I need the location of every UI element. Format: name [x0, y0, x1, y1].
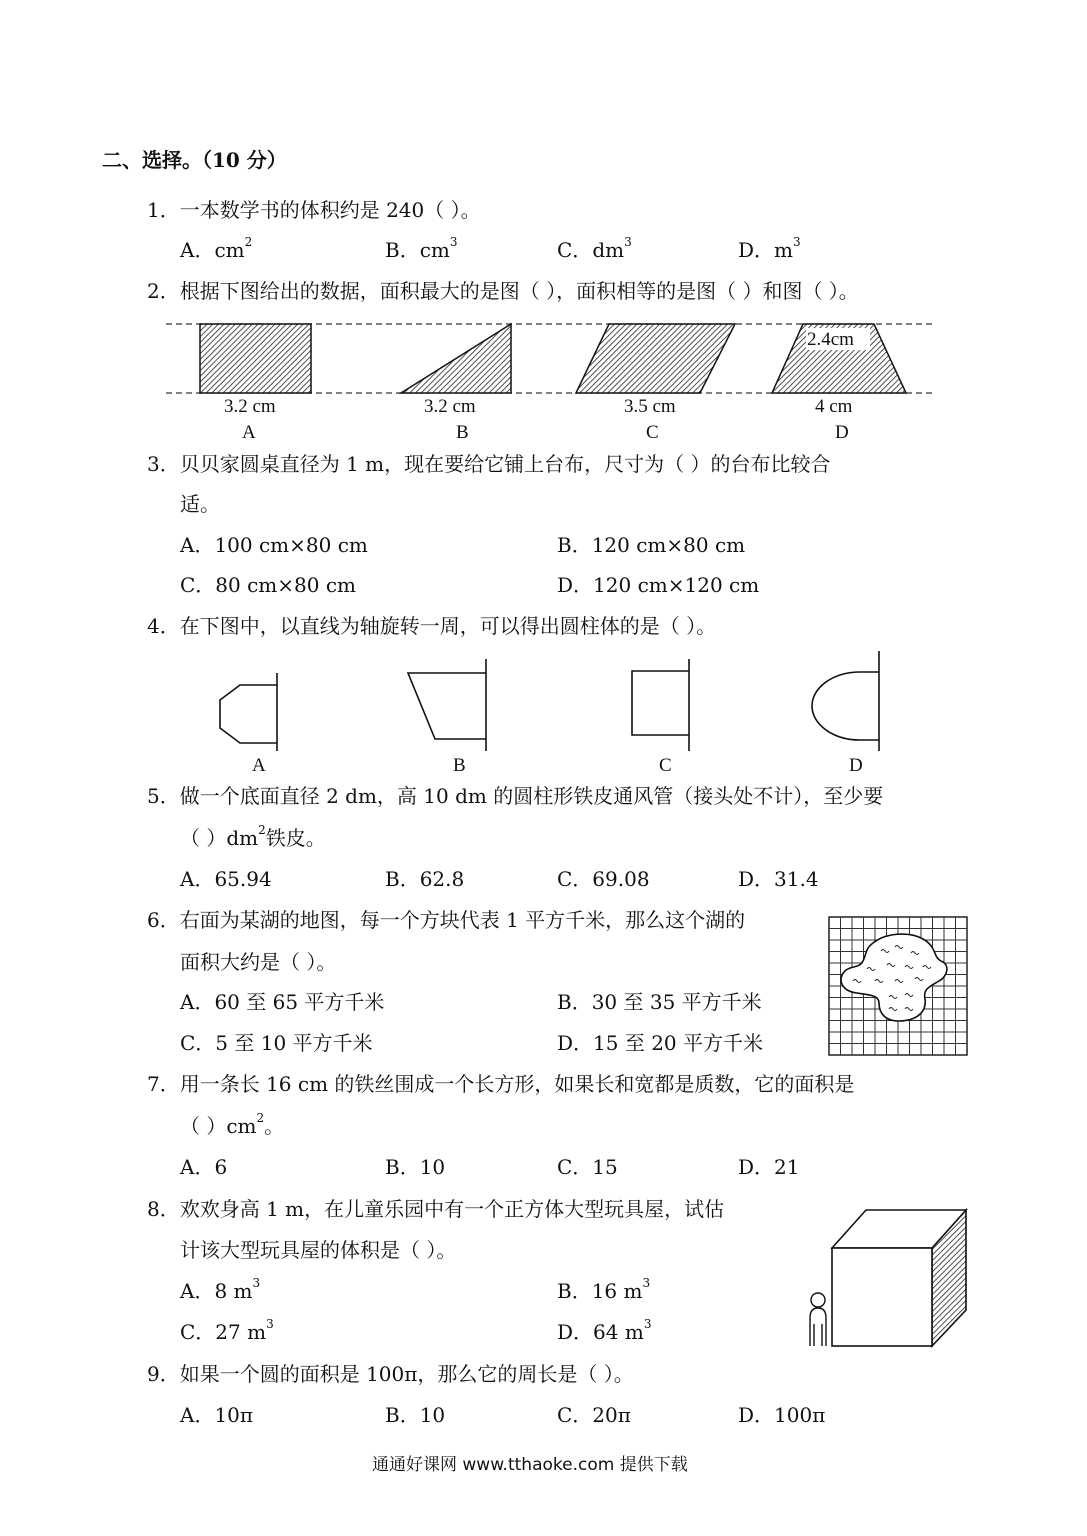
q4-figures	[0, 655, 1087, 765]
q5-stem-line2: （ ）$dm^2$铁皮。	[180, 823, 326, 850]
q6-stem-line2: 面积大约是（ ）。	[180, 950, 337, 974]
q4-figure-d-label: D	[849, 755, 863, 776]
q8-stem-line2: 计该大型玩具屋的体积是（ ）。	[180, 1238, 457, 1262]
q2-figure-d-dim: 4 cm	[815, 396, 853, 417]
q8-cube-figure	[800, 1200, 980, 1360]
q1-option-a: A．$cm^2$	[180, 235, 253, 262]
q7-stem-line2: （ ）$cm^2$。	[180, 1111, 285, 1138]
q6-stem-line1: 6．右面为某湖的地图，每一个方块代表 1 平方千米，那么这个湖的	[147, 908, 746, 932]
q7-option-d: D．21	[738, 1155, 800, 1179]
footer-source: 通通好课网 www.tthaoke.com 提供下载	[372, 1455, 688, 1475]
q2-figure-a-label: A	[242, 422, 256, 443]
q4-figure-b-label: B	[453, 755, 466, 776]
q9-stem: 9．如果一个圆的面积是 100π，那么它的周长是（ ）。	[147, 1362, 634, 1386]
q7-option-b: B．10	[385, 1155, 446, 1179]
q2-figure-b-triangle	[401, 324, 511, 393]
q8-option-a: A．8 $m^3$	[180, 1276, 261, 1303]
q8-stem-line1: 8．欢欢身高 1 m，在儿童乐园中有一个正方体大型玩具屋，试估	[147, 1197, 725, 1221]
q5-stem-line1: 5．做一个底面直径 2 dm，高 10 dm 的圆柱形铁皮通风管（接头处不计），至少要	[147, 784, 884, 808]
q7-stem-line1: 7．用一条长 16 cm 的铁丝围成一个长方形，如果长和宽都是质数，它的面积是	[147, 1072, 855, 1096]
q5-option-d: D．31.4	[738, 867, 819, 891]
q3-option-d: D．120 cm×120 cm	[557, 573, 760, 597]
q5-option-b: B．62.8	[385, 867, 465, 891]
q3-option-c: C．80 cm×80 cm	[180, 573, 357, 597]
q9-option-c: C．20π	[557, 1403, 631, 1427]
q2-figure-b-label: B	[456, 422, 469, 443]
q4-figure-a-label: A	[252, 755, 266, 776]
q1-stem: 1．一本数学书的体积约是 240（ ）。	[147, 198, 481, 222]
q3-stem-line2: 适。	[180, 492, 220, 516]
q6-lake-map	[829, 917, 969, 1057]
q4-stem: 4．在下图中，以直线为轴旋转一周，可以得出圆柱体的是（ ）。	[147, 614, 717, 638]
q2-figure-c-parallelogram	[576, 324, 735, 393]
q2-figure-c-label: C	[646, 422, 659, 443]
q2-figure-d-top-dim: 2.4cm	[807, 329, 854, 350]
q8-option-c: C．27 $m^3$	[180, 1317, 274, 1344]
q2-figure-a-rectangle	[200, 324, 311, 393]
section-title: 二、选择。（10 分）	[102, 148, 287, 172]
q1-option-c: C．$dm^3$	[557, 235, 632, 262]
q8-person-figure	[810, 1293, 826, 1346]
q3-option-a: A．100 cm×80 cm	[180, 533, 368, 557]
q2-figure-c-dim: 3.5 cm	[624, 396, 676, 417]
q2-figures	[0, 310, 1087, 450]
q6-option-a: A．60 至 65 平方千米	[180, 990, 385, 1014]
q4-figure-c-label: C	[659, 755, 672, 776]
q9-option-d: D．100π	[738, 1403, 826, 1427]
q5-option-c: C．69.08	[557, 867, 650, 891]
q6-option-c: C．5 至 10 平方千米	[180, 1031, 373, 1055]
q8-option-d: D．64 $m^3$	[557, 1317, 652, 1344]
q9-option-a: A．10π	[180, 1403, 254, 1427]
q2-figure-d-label: D	[835, 422, 849, 443]
q2-stem: 2．根据下图给出的数据，面积最大的是图（ ），面积相等的是图（ ）和图（ ）。	[147, 279, 859, 303]
q6-option-d: D．15 至 20 平方千米	[557, 1031, 764, 1055]
q7-option-c: C．15	[557, 1155, 618, 1179]
q9-option-b: B．10	[385, 1403, 446, 1427]
q7-option-a: A．6	[180, 1155, 228, 1179]
q2-figure-a-dim: 3.2 cm	[224, 396, 276, 417]
q3-stem-line1: 3．贝贝家圆桌直径为 1 m，现在要给它铺上台布，尺寸为（ ）的台布比较合	[147, 452, 831, 476]
q1-option-d: D．$m^3$	[738, 235, 801, 262]
q5-option-a: A．65.94	[180, 867, 272, 891]
q3-option-b: B．120 cm×80 cm	[557, 533, 746, 557]
q1-option-b: B．$cm^3$	[385, 235, 458, 262]
q6-option-b: B．30 至 35 平方千米	[557, 990, 762, 1014]
q2-figure-b-dim: 3.2 cm	[424, 396, 476, 417]
q8-option-b: B．16 $m^3$	[557, 1276, 651, 1303]
